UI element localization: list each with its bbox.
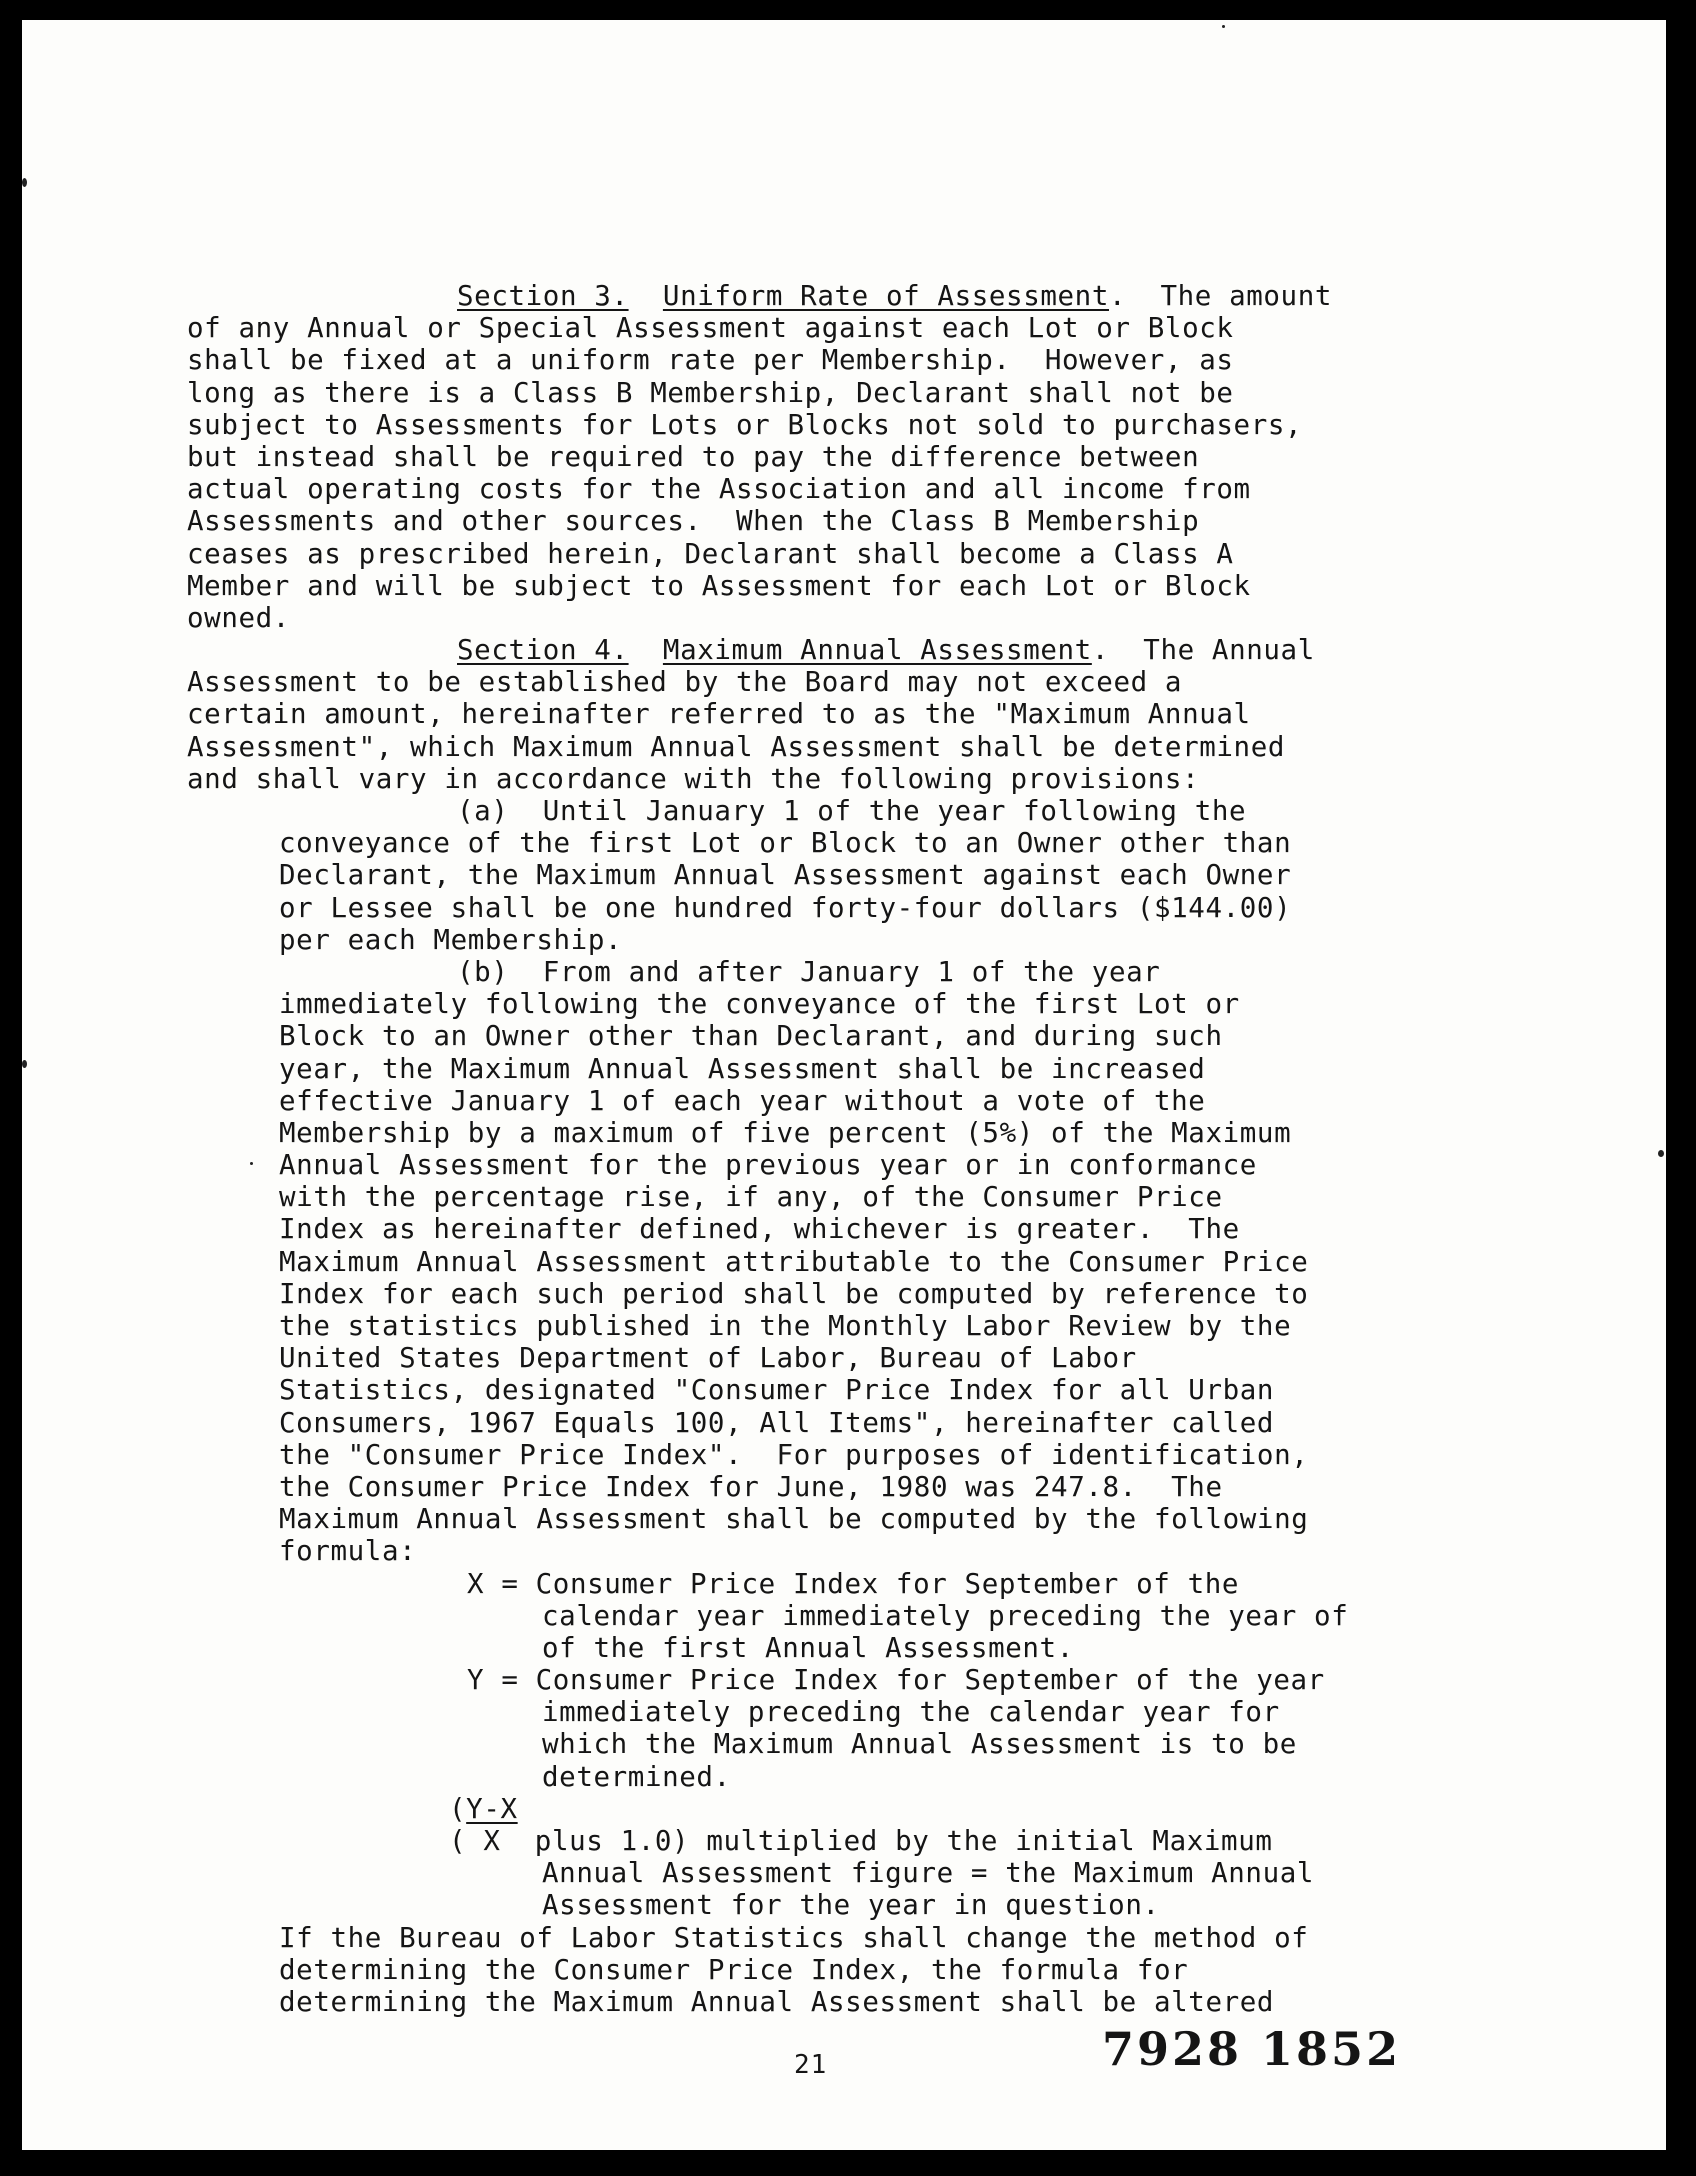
text-line [187,1439,1487,1471]
text-line [187,538,1487,570]
text-segment: and shall vary in accordance with the following provisions: [187,762,1200,795]
text-segment: certain amount, hereinafter referred to as the "Maximum Annual [187,698,1251,731]
text-segment: . The amount [1108,280,1333,312]
text-line [187,1471,1487,1503]
text-segment: determining the Maximum Annual Assessment shall be altered [279,1985,1275,2018]
underlined-heading: Y-X [466,1792,518,1825]
text-segment: Consumers, 1967 Equals 100, All Items", hereinafter called [279,1406,1275,1439]
text-line [187,312,1487,344]
text-segment: ( [449,1792,467,1825]
text-line [187,1696,1487,1728]
text-segment: subject to Assessments for Lots or Blocks not sold to purchasers, [187,408,1303,441]
text-segment: the statistics published in the Monthly Labor Review by the [279,1310,1292,1342]
text-line [187,666,1487,698]
text-line [187,1632,1487,1664]
text-line [187,473,1487,505]
text-segment: Index as hereinafter defined, whichever is greater. The [279,1213,1240,1246]
text-segment: the Consumer Price Index for June, 1980 was 247.8. The [279,1470,1223,1503]
text-line [187,859,1487,891]
text-line [187,698,1487,730]
text-line [187,1954,1487,1986]
text-line [187,1535,1487,1567]
text-segment: of the first Annual Assessment. [542,1631,1074,1664]
text-segment: If the Bureau of Labor Statistics shall change the method of [279,1921,1309,1954]
text-line [187,1278,1487,1310]
text-segment: (a) Until January 1 of the year following the [457,795,1247,827]
text-line [187,441,1487,473]
text-segment: Member and will be subject to Assessment for each Lot or Block [187,569,1251,602]
text-line [187,1310,1487,1342]
text-line [187,1889,1487,1921]
text-line [187,505,1487,537]
text-line [187,1503,1487,1535]
text-line [187,924,1487,956]
text-segment: Index for each such period shall be computed by reference to [279,1277,1309,1310]
underlined-heading: Uniform Rate of Assessment [662,280,1109,312]
text-segment: per each Membership. [279,923,623,956]
text-segment: United States Department of Labor, Bureau of Labor [279,1342,1137,1375]
text-line [187,1600,1487,1632]
text-line [187,988,1487,1020]
text-segment: Declarant, the Maximum Annual Assessment against each Owner [279,859,1292,892]
text-line [187,1407,1487,1439]
text-segment: immediately preceding the calendar year for [542,1696,1280,1729]
text-segment: Maximum Annual Assessment shall be computed by the following [279,1503,1309,1536]
text-line [187,1181,1487,1213]
document-body [187,280,1487,2018]
text-segment: Annual Assessment figure = the Maximum Annual [542,1857,1315,1890]
text-segment [629,634,663,666]
text-segment: ( X plus 1.0) multiplied by the initial Maximum [449,1825,1273,1857]
text-line [187,1117,1487,1149]
text-line [187,1374,1487,1406]
text-line [187,827,1487,859]
text-line [187,795,1487,827]
text-segment: calendar year immediately preceding the year of [542,1599,1349,1632]
text-segment: Assessment", which Maximum Annual Assessment shall be determined [187,730,1286,763]
underlined-heading: Section 4. [457,634,629,667]
text-segment: which the Maximum Annual Assessment is to be [542,1728,1297,1761]
text-segment: determined. [542,1760,731,1793]
text-segment: Statistics, designated "Consumer Price Index for all Urban [279,1374,1275,1407]
text-line [187,1664,1487,1696]
page-number: 21 [794,2050,828,2080]
text-line [187,1857,1487,1889]
text-line [187,280,1487,312]
text-line [187,1922,1487,1954]
text-line [187,763,1487,795]
text-segment: Assessments and other sources. When the Class B Membership [187,505,1200,538]
text-segment: owned. [187,601,290,634]
text-segment: ceases as prescribed herein, Declarant shall become a Class A [187,537,1234,570]
text-line [187,1085,1487,1117]
text-segment: Annual Assessment for the previous year or in conformance [279,1149,1257,1182]
text-line [187,570,1487,602]
text-segment: Membership by a maximum of five percent (5%) of the Maximum [279,1116,1292,1149]
text-line [187,1728,1487,1760]
text-line [187,892,1487,924]
text-line [187,602,1487,634]
text-segment: Assessment to be established by the Board may not exceed a [187,666,1183,699]
text-line [187,1053,1487,1085]
text-line [187,344,1487,376]
text-segment: Block to an Owner other than Declarant, and during such [279,1020,1223,1053]
document-page [22,20,1666,2150]
text-line [187,1246,1487,1278]
document-number: 7928 1852 [1102,2022,1402,2076]
text-line [187,634,1487,666]
text-segment: with the percentage rise, if any, of the Consumer Price [279,1181,1223,1214]
underlined-heading: Section 3. [457,280,629,312]
text-segment: conveyance of the first Lot or Block to an Owner other than [279,827,1292,860]
text-segment: or Lessee shall be one hundred forty-four dollars ($144.00) [279,891,1292,924]
text-line [187,377,1487,409]
text-segment: year, the Maximum Annual Assessment shall be increased [279,1052,1206,1085]
text-segment: of any Annual or Special Assessment against each Lot or Block [187,312,1234,345]
text-line [187,409,1487,441]
text-segment: the "Consumer Price Index". For purposes of identification, [279,1438,1309,1471]
text-line [187,731,1487,763]
text-line [187,1213,1487,1245]
text-line [187,1568,1487,1600]
text-segment: long as there is a Class B Membership, Declarant shall not be [187,376,1234,409]
text-line [187,1986,1487,2018]
text-segment: X = Consumer Price Index for September of the [467,1567,1240,1600]
text-segment: determining the Consumer Price Index, the formula for [279,1953,1189,1986]
text-line [187,1149,1487,1181]
text-segment: Assessment for the year in question. [542,1889,1160,1922]
text-line [187,1342,1487,1374]
text-line [187,1761,1487,1793]
text-line [187,1825,1487,1857]
text-segment: but instead shall be required to pay the difference between [187,440,1200,473]
text-segment: immediately following the conveyance of the first Lot or [279,988,1240,1021]
text-segment: Y = Consumer Price Index for September of the year [467,1664,1325,1697]
underlined-heading: Maximum Annual Assessment [662,634,1092,667]
text-line [187,1020,1487,1052]
text-segment: actual operating costs for the Association and all income from [187,473,1251,506]
text-segment: Maximum Annual Assessment attributable to the Consumer Price [279,1245,1309,1278]
text-segment: effective January 1 of each year without a vote of the [279,1084,1206,1117]
text-segment: (b) From and after January 1 of the year [457,955,1161,988]
text-segment: formula: [279,1535,417,1568]
text-line [187,1793,1487,1825]
text-segment: . The Annual [1091,634,1315,667]
text-line [187,956,1487,988]
text-segment: shall be fixed at a uniform rate per Membership. However, as [187,344,1234,377]
text-segment [629,280,663,312]
